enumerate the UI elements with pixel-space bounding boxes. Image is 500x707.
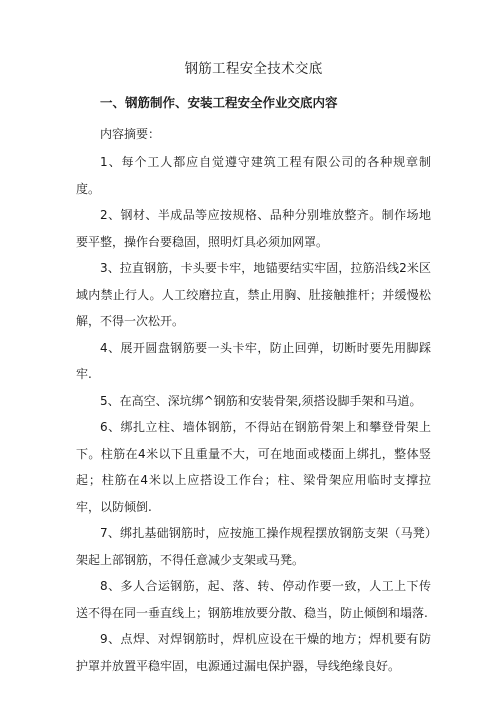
- summary-label: 内容摘要：: [100, 127, 161, 141]
- section-heading: 一、钢筋制作、安装工程安全作业交底内容: [100, 95, 338, 110]
- list-item: 3、拉直钢筋，卡头要卡牢，地锚要结实牢固，拉筋沿线2米区域内禁止行人。人工绞磨拉直，禁止用胸、肚接触推杆；并缓慢松解，不得一次松开。: [76, 261, 431, 328]
- list-item: 1、每个工人都应自觉遵守建筑工程有限公司的各种规章制度。: [76, 155, 431, 196]
- list-item: 8、多人合运钢筋，起、落、转、停动作要一致，人工上下传送不得在同一垂直线上；钢筋堆放要分散、稳当，防止倾倒和塌落.: [76, 579, 431, 620]
- document-page: [76, 60, 431, 679]
- list-item: 2、钢材、半成品等应按规格、品种分别堆放整齐。制作场地要平整，操作台要稳固，照明灯具必须加网罩。: [76, 208, 431, 249]
- list-item: 9、点焊、对焊钢筋时，焊机应设在干燥的地方；焊机要有防护罩并放置平稳牢固，电源通过漏电保护器，导线绝缘良好。: [76, 632, 431, 673]
- list-item: 4、展开圆盘钢筋要一头卡牢，防止回弹，切断时要先用脚踩牢.: [76, 340, 431, 381]
- document-title: 钢筋工程安全技术交底: [184, 61, 323, 77]
- list-item: 6、绑扎立柱、墙体钢筋，不得站在钢筋骨架上和攀登骨架上下。柱筋在4米以下且重量不大，可在地面或楼面上绑扎，整体竖起；柱筋在4米以上应搭设工作台；柱、梁骨架应用临时支撑拉牢，以防倾倒.: [76, 420, 431, 514]
- list-item: 7、绑扎基础钢筋时，应按施工操作规程摆放钢筋支架（马凳）架起上部钢筋，不得任意减少支架或马凳。: [76, 526, 431, 567]
- list-item: 5、在高空、深坑绑^钢筋和安装骨架,须搭设脚手架和马道。: [100, 393, 422, 408]
